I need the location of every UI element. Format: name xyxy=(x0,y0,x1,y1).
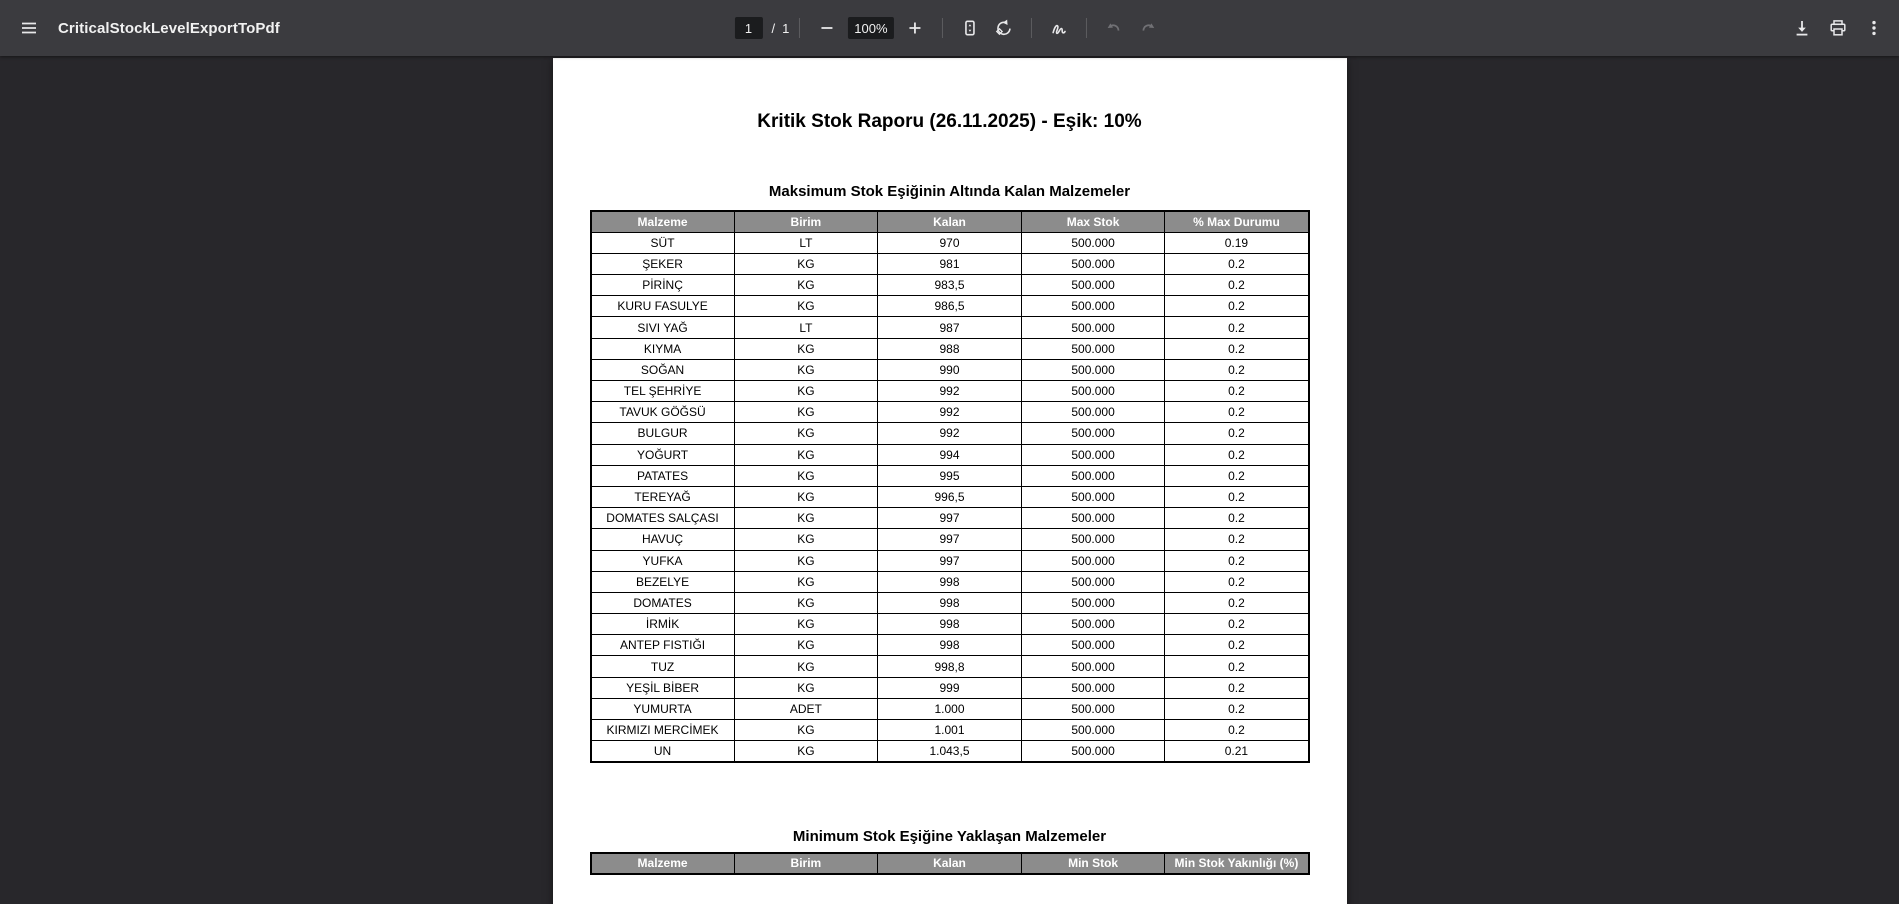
table-cell: KG xyxy=(734,550,878,571)
table-cell: KG xyxy=(734,338,878,359)
table-cell: TEL ŞEHRİYE xyxy=(591,381,735,402)
table-cell: 970 xyxy=(878,232,1022,253)
table-header-row xyxy=(591,211,1309,232)
table-row xyxy=(591,317,1309,338)
table-cell: SOĞAN xyxy=(591,359,735,380)
table-cell: 0.2 xyxy=(1165,359,1309,380)
table-cell: 0.2 xyxy=(1165,635,1309,656)
table-row xyxy=(591,677,1309,698)
max-stock-section xyxy=(553,183,1347,763)
table-cell: 0.2 xyxy=(1165,423,1309,444)
column-header: Min Stok Yakınlığı (%) xyxy=(1165,853,1309,874)
table-cell: 998 xyxy=(878,571,1022,592)
table-cell: 500.000 xyxy=(1021,592,1165,613)
table-cell: 0.21 xyxy=(1165,741,1309,762)
table-cell: KG xyxy=(734,656,878,677)
section-heading: Minimum Stok Eşiğine Yaklaşan Malzemeler xyxy=(792,827,1107,845)
undo-button[interactable] xyxy=(1097,11,1131,45)
table-cell: 0.2 xyxy=(1165,550,1309,571)
table-cell: 500.000 xyxy=(1021,253,1165,274)
table-cell: 994 xyxy=(878,444,1022,465)
min-stock-section xyxy=(553,828,1347,875)
pdf-page xyxy=(553,58,1347,904)
print-button[interactable] xyxy=(1821,11,1855,45)
table-cell: 995 xyxy=(878,465,1022,486)
table-cell: KG xyxy=(734,529,878,550)
table-cell: 500.000 xyxy=(1021,317,1165,338)
table-cell: 0.2 xyxy=(1165,402,1309,423)
table-cell: KG xyxy=(734,402,878,423)
toolbar-divider xyxy=(942,18,943,38)
table-cell: KG xyxy=(734,381,878,402)
table-cell: 0.2 xyxy=(1165,253,1309,274)
rotate-counterclockwise-icon xyxy=(994,18,1014,38)
document-title: CriticalStockLevelExportToPdf xyxy=(58,19,280,37)
three-dot-menu-icon xyxy=(1864,18,1884,38)
table-cell: LT xyxy=(734,232,878,253)
table-cell: 1.000 xyxy=(878,698,1022,719)
toolbar-center-group xyxy=(734,0,1164,56)
table-cell: 0.2 xyxy=(1165,529,1309,550)
table-row xyxy=(591,656,1309,677)
table-cell: 500.000 xyxy=(1021,741,1165,762)
table-cell: UN xyxy=(591,741,735,762)
table-cell: DOMATES SALÇASI xyxy=(591,508,735,529)
table-cell: KG xyxy=(734,635,878,656)
column-header: Birim xyxy=(734,853,878,874)
table-row xyxy=(591,698,1309,719)
rotate-button[interactable] xyxy=(987,11,1021,45)
table-cell: 0.2 xyxy=(1165,486,1309,507)
pdf-toolbar xyxy=(0,0,1899,56)
table-cell: 998,8 xyxy=(878,656,1022,677)
table-row xyxy=(591,338,1309,359)
table-cell: SIVI YAĞ xyxy=(591,317,735,338)
table-cell: ADET xyxy=(734,698,878,719)
table-cell: BULGUR xyxy=(591,423,735,444)
column-header: Min Stok xyxy=(1021,853,1165,874)
table-row xyxy=(591,402,1309,423)
annotate-button[interactable] xyxy=(1042,11,1076,45)
table-cell: 0.2 xyxy=(1165,317,1309,338)
column-header: Malzeme xyxy=(591,853,735,874)
plus-icon xyxy=(905,18,925,38)
table-cell: KIYMA xyxy=(591,338,735,359)
table-row xyxy=(591,275,1309,296)
table-cell: SÜT xyxy=(591,232,735,253)
table-cell: 0.2 xyxy=(1165,444,1309,465)
table-row xyxy=(591,592,1309,613)
table-cell: KG xyxy=(734,444,878,465)
table-cell: 0.2 xyxy=(1165,296,1309,317)
table-cell: 0.2 xyxy=(1165,381,1309,402)
table-cell: KG xyxy=(734,677,878,698)
toolbar-divider xyxy=(799,18,800,38)
table-row xyxy=(591,359,1309,380)
table-cell: 500.000 xyxy=(1021,338,1165,359)
download-button[interactable] xyxy=(1785,11,1819,45)
table-row xyxy=(591,614,1309,635)
page-number-input[interactable] xyxy=(734,17,762,39)
table-cell: 500.000 xyxy=(1021,698,1165,719)
table-cell: 992 xyxy=(878,423,1022,444)
pen-squiggle-icon xyxy=(1049,18,1069,38)
undo-icon xyxy=(1104,18,1124,38)
fit-page-icon xyxy=(960,18,980,38)
table-cell: ŞEKER xyxy=(591,253,735,274)
table-cell: 992 xyxy=(878,381,1022,402)
table-cell: 0.2 xyxy=(1165,720,1309,741)
table-cell: 500.000 xyxy=(1021,529,1165,550)
table-cell: 0.2 xyxy=(1165,275,1309,296)
page-total-label: 1 xyxy=(782,20,790,36)
table-cell: 990 xyxy=(878,359,1022,380)
table-cell: 500.000 xyxy=(1021,296,1165,317)
table-cell: PİRİNÇ xyxy=(591,275,735,296)
toolbar-left-group xyxy=(0,11,280,45)
table-cell: KG xyxy=(734,592,878,613)
table-cell: KG xyxy=(734,359,878,380)
table-cell: 500.000 xyxy=(1021,656,1165,677)
minus-icon xyxy=(817,18,837,38)
table-cell: 500.000 xyxy=(1021,275,1165,296)
table-cell: 1.043,5 xyxy=(878,741,1022,762)
table-cell: 500.000 xyxy=(1021,614,1165,635)
column-header: Kalan xyxy=(878,853,1022,874)
table-row xyxy=(591,444,1309,465)
table-cell: KG xyxy=(734,296,878,317)
table-cell: LT xyxy=(734,317,878,338)
report-title: Kritik Stok Raporu (26.11.2025) - Eşik: 10% xyxy=(757,111,1142,132)
table-cell: 500.000 xyxy=(1021,381,1165,402)
table-row xyxy=(591,550,1309,571)
table-cell: HAVUÇ xyxy=(591,529,735,550)
table-row xyxy=(591,253,1309,274)
zoom-in-button[interactable] xyxy=(898,11,932,45)
table-row xyxy=(591,529,1309,550)
table-cell: 500.000 xyxy=(1021,465,1165,486)
pdf-viewer-area[interactable] xyxy=(0,56,1899,904)
toolbar-divider xyxy=(1086,18,1087,38)
table-row xyxy=(591,635,1309,656)
table-cell: 0.2 xyxy=(1165,698,1309,719)
table-cell: KG xyxy=(734,720,878,741)
table-cell: 0.2 xyxy=(1165,614,1309,635)
table-cell: KG xyxy=(734,253,878,274)
table-cell: 0.2 xyxy=(1165,592,1309,613)
table-row xyxy=(591,741,1309,762)
table-cell: KG xyxy=(734,486,878,507)
min-stock-table xyxy=(590,852,1310,875)
table-cell: KG xyxy=(734,508,878,529)
table-cell: 981 xyxy=(878,253,1022,274)
table-cell: 500.000 xyxy=(1021,720,1165,741)
table-cell: 500.000 xyxy=(1021,677,1165,698)
table-cell: 997 xyxy=(878,508,1022,529)
table-cell: KG xyxy=(734,614,878,635)
fit-to-page-button[interactable] xyxy=(953,11,987,45)
table-cell: KG xyxy=(734,741,878,762)
table-cell: 997 xyxy=(878,550,1022,571)
table-cell: 998 xyxy=(878,614,1022,635)
table-cell: 999 xyxy=(878,677,1022,698)
zoom-level-display[interactable]: 100% xyxy=(848,17,893,39)
table-cell: 0.2 xyxy=(1165,571,1309,592)
table-cell: KG xyxy=(734,423,878,444)
table-cell: 992 xyxy=(878,402,1022,423)
table-cell: YEŞİL BİBER xyxy=(591,677,735,698)
table-row xyxy=(591,571,1309,592)
table-cell: 500.000 xyxy=(1021,402,1165,423)
max-stock-table xyxy=(590,210,1310,763)
table-row xyxy=(591,381,1309,402)
toolbar-divider xyxy=(1031,18,1032,38)
redo-button[interactable] xyxy=(1131,11,1165,45)
table-cell: 500.000 xyxy=(1021,232,1165,253)
table-cell: 500.000 xyxy=(1021,359,1165,380)
table-cell: İRMİK xyxy=(591,614,735,635)
zoom-out-button[interactable] xyxy=(810,11,844,45)
table-cell: BEZELYE xyxy=(591,571,735,592)
table-cell: 988 xyxy=(878,338,1022,359)
download-icon xyxy=(1792,18,1812,38)
table-cell: 1.001 xyxy=(878,720,1022,741)
table-cell: 500.000 xyxy=(1021,486,1165,507)
table-cell: ANTEP FISTIĞI xyxy=(591,635,735,656)
table-cell: 0.2 xyxy=(1165,656,1309,677)
table-cell: 0.2 xyxy=(1165,677,1309,698)
table-cell: PATATES xyxy=(591,465,735,486)
table-cell: 998 xyxy=(878,592,1022,613)
table-row xyxy=(591,423,1309,444)
table-cell: 500.000 xyxy=(1021,571,1165,592)
table-row xyxy=(591,232,1309,253)
table-cell: KG xyxy=(734,465,878,486)
column-header: % Max Durumu xyxy=(1165,211,1309,232)
hamburger-menu-icon xyxy=(19,18,39,38)
table-cell: TEREYAĞ xyxy=(591,486,735,507)
table-cell: 500.000 xyxy=(1021,635,1165,656)
table-cell: YUFKA xyxy=(591,550,735,571)
table-cell: 0.2 xyxy=(1165,508,1309,529)
redo-icon xyxy=(1138,18,1158,38)
table-cell: 500.000 xyxy=(1021,423,1165,444)
table-cell: 986,5 xyxy=(878,296,1022,317)
table-cell: 983,5 xyxy=(878,275,1022,296)
more-options-button[interactable] xyxy=(1857,11,1891,45)
table-cell: 0.2 xyxy=(1165,338,1309,359)
table-row xyxy=(591,508,1309,529)
table-cell: 0.2 xyxy=(1165,465,1309,486)
column-header: Kalan xyxy=(878,211,1022,232)
table-header-row xyxy=(591,853,1309,874)
table-cell: 987 xyxy=(878,317,1022,338)
table-cell: 500.000 xyxy=(1021,550,1165,571)
table-cell: YOĞURT xyxy=(591,444,735,465)
table-cell: 997 xyxy=(878,529,1022,550)
table-cell: KIRMIZI MERCİMEK xyxy=(591,720,735,741)
page-divider-label: / xyxy=(771,20,776,36)
section-heading: Maksimum Stok Eşiğinin Altında Kalan Malzemeler xyxy=(768,183,1131,200)
table-cell: KURU FASULYE xyxy=(591,296,735,317)
table-cell: KG xyxy=(734,275,878,296)
table-cell: TUZ xyxy=(591,656,735,677)
table-cell: 500.000 xyxy=(1021,444,1165,465)
column-header: Birim xyxy=(734,211,878,232)
table-cell: 998 xyxy=(878,635,1022,656)
column-header: Malzeme xyxy=(591,211,735,232)
table-cell: 0.19 xyxy=(1165,232,1309,253)
print-icon xyxy=(1828,18,1848,38)
table-cell: DOMATES xyxy=(591,592,735,613)
table-row xyxy=(591,296,1309,317)
table-cell: 500.000 xyxy=(1021,508,1165,529)
menu-button[interactable] xyxy=(12,11,46,45)
toolbar-right-group xyxy=(1785,11,1899,45)
table-row xyxy=(591,465,1309,486)
table-row xyxy=(591,720,1309,741)
table-row xyxy=(591,486,1309,507)
table-cell: YUMURTA xyxy=(591,698,735,719)
table-cell: 996,5 xyxy=(878,486,1022,507)
table-cell: KG xyxy=(734,571,878,592)
column-header: Max Stok xyxy=(1021,211,1165,232)
table-cell: TAVUK GÖĞSÜ xyxy=(591,402,735,423)
